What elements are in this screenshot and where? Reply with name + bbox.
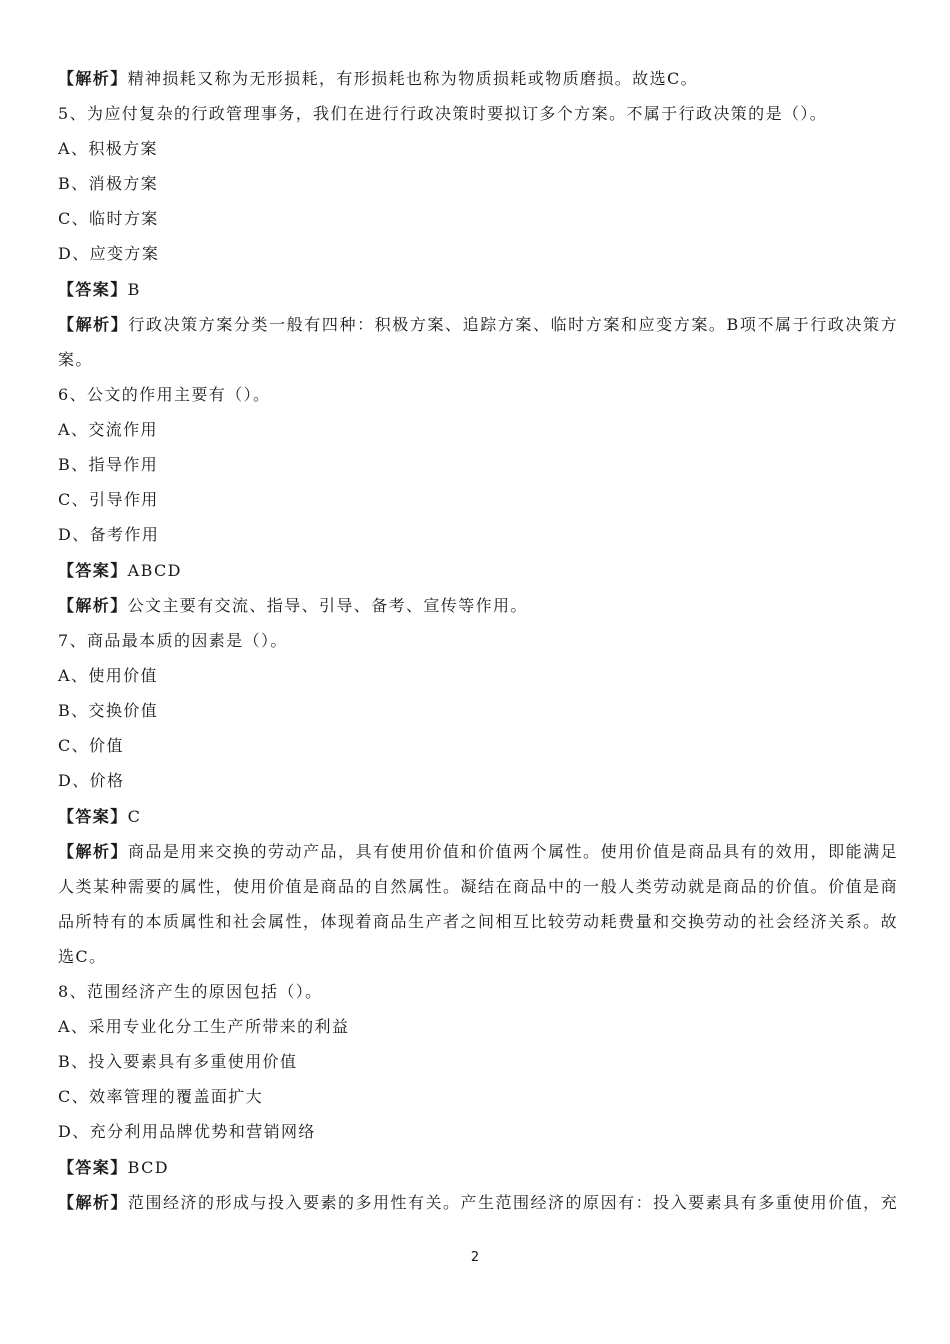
question-7-analysis-line-3: 品所特有的本质属性和社会属性，体现着商品生产者之间相互比较劳动耗费量和交换劳动的社会经济关系。故 — [58, 912, 898, 931]
question-8-analysis-line-1 — [58, 1192, 898, 1214]
question-5-option-b: B、消极方案 — [58, 174, 159, 193]
page-number: 2 — [470, 1250, 480, 1265]
question-6-option-b: B、指导作用 — [58, 455, 159, 474]
question-7-analysis-line-2: 人类某种需要的属性，使用价值是商品的自然属性。凝结在商品中的一般人类劳动就是商品的价值。价值是商 — [58, 877, 898, 896]
answer-tag: 【答案】 — [58, 807, 128, 826]
analysis-text: 公文主要有交流、指导、引导、备考、宣传等作用。 — [127, 596, 528, 615]
analysis-tag: 【解析】 — [58, 69, 128, 88]
question-5-analysis-line-1 — [58, 314, 898, 336]
question-8-option-a: A、采用专业化分工生产所带来的利益 — [58, 1017, 350, 1036]
question-7-option-c: C、价值 — [58, 736, 124, 755]
question-6-option-d: D、备考作用 — [58, 525, 160, 544]
analysis-text: 商品是用来交换的劳动产品，具有使用价值和价值两个属性。使用价值是商品具有的效用，即能满足 — [128, 842, 898, 861]
question-7-analysis-line-1 — [58, 841, 898, 863]
analysis-text: 范围经济的形成与投入要素的多用性有关。产生范围经济的原因有：投入要素具有多重使用价值，充 — [128, 1193, 898, 1212]
question-5-option-a: A、积极方案 — [58, 139, 158, 158]
question-5-answer — [58, 279, 898, 301]
question-6-answer — [58, 560, 898, 582]
answer-value: B — [127, 280, 141, 299]
question-7-analysis-line-4: 选C。 — [58, 947, 107, 966]
question-5-analysis-line-2: 案。 — [58, 350, 93, 369]
analysis-tag: 【解析】 — [58, 842, 129, 861]
analysis-tag: 【解析】 — [58, 315, 129, 334]
answer-value: C — [127, 807, 142, 826]
question-8-option-c: C、效率管理的覆盖面扩大 — [58, 1087, 264, 1106]
analysis-tag: 【解析】 — [58, 1193, 129, 1212]
question-7-stem: 7、商品最本质的因素是（）。 — [58, 631, 288, 650]
question-8-option-d: D、充分利用品牌优势和营销网络 — [58, 1122, 316, 1141]
question-6-stem: 6、公文的作用主要有（）。 — [58, 385, 271, 404]
question-5-option-d: D、应变方案 — [58, 244, 160, 263]
question-5-stem: 5、为应付复杂的行政管理事务，我们在进行行政决策时要拟订多个方案。不属于行政决策的是（）。 — [58, 104, 828, 123]
analysis-text: 行政决策方案分类一般有四种：积极方案、追踪方案、临时方案和应变方案。B项不属于行政决策方 — [128, 315, 898, 334]
answer-value: BCD — [127, 1158, 169, 1177]
prev-analysis — [58, 68, 898, 90]
question-7-option-d: D、价格 — [58, 771, 125, 790]
question-6-option-a: A、交流作用 — [58, 420, 158, 439]
question-8-answer — [58, 1157, 898, 1179]
question-7-option-a: A、使用价值 — [58, 666, 158, 685]
question-8-stem: 8、范围经济产生的原因包括（）。 — [58, 982, 323, 1001]
analysis-tag: 【解析】 — [58, 596, 128, 615]
answer-tag: 【答案】 — [58, 561, 128, 580]
answer-tag: 【答案】 — [58, 280, 128, 299]
question-5-option-c: C、临时方案 — [58, 209, 159, 228]
question-8-option-b: B、投入要素具有多重使用价值 — [58, 1052, 298, 1071]
question-7-option-b: B、交换价值 — [58, 701, 159, 720]
question-6-analysis-line-1 — [58, 595, 898, 617]
answer-value: ABCD — [127, 561, 182, 580]
answer-tag: 【答案】 — [58, 1158, 128, 1177]
question-7-answer — [58, 806, 898, 828]
question-6-option-c: C、引导作用 — [58, 490, 159, 509]
analysis-text: 精神损耗又称为无形损耗，有形损耗也称为物质损耗或物质磨损。故选C。 — [127, 69, 699, 88]
